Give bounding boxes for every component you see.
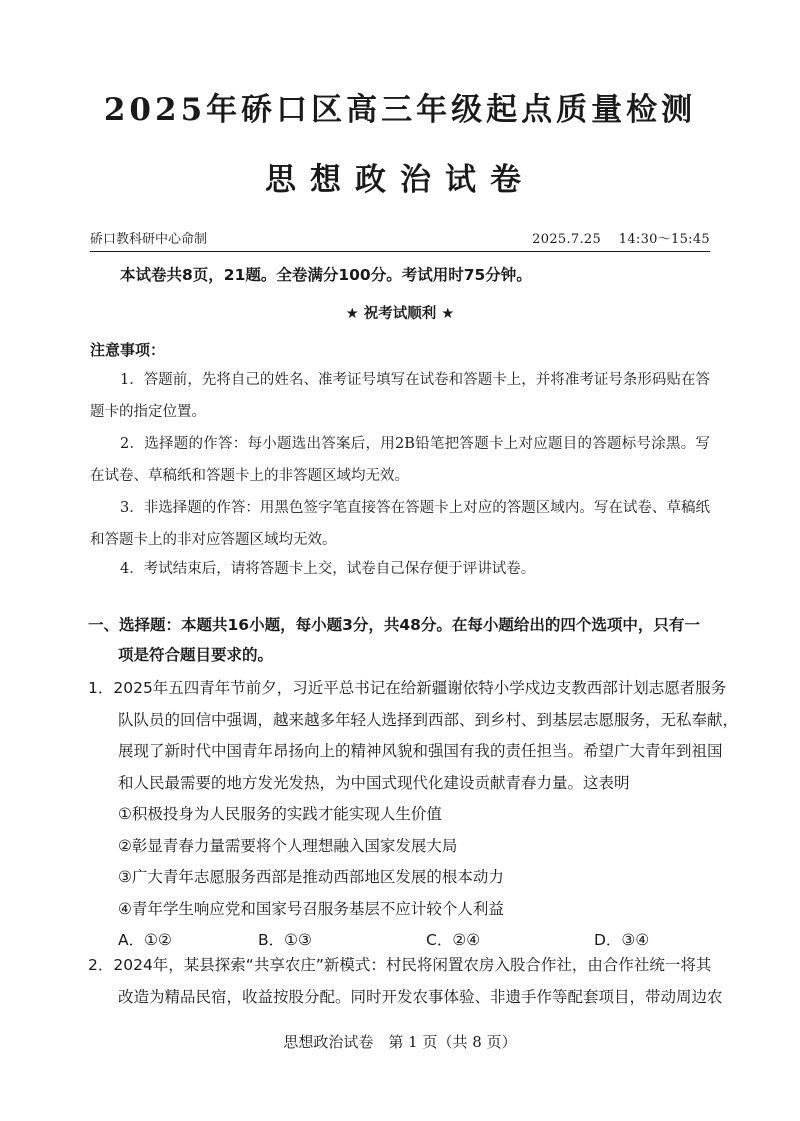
exam-subtitle: 思想政治试卷	[265, 162, 535, 198]
question-text-line: 展现了新时代中国青年昂扬向上的精神风貌和强国有我的责任担当。希望广大青年到祖国	[118, 742, 723, 760]
good-luck-banner: ★ 祝考试顺利 ★	[345, 306, 455, 322]
statement-item: ③广大青年志愿服务西部是推动西部地区发展的根本动力	[118, 868, 504, 886]
section-heading-line: 项是符合题目要求的。	[118, 646, 274, 664]
choice-a: A．①②	[118, 931, 172, 949]
notes-title: 注意事项：	[90, 341, 166, 359]
note-item: 1．答题前，先将自己的姓名、准考证号填写在试卷和答题卡上，并将准考证号条形码贴在答题卡的指定位置。	[90, 372, 710, 420]
note-item: 2．选择题的作答：每小题选出答案后，用2B铅笔把答题卡上对应题目的答题标号涂黑。写在试卷、草稿纸和答题卡上的非答题区域均无效。	[90, 436, 710, 484]
issuer-label: 硚口教科研中心命制	[90, 232, 208, 247]
question-text-line: 1．2025年五四青年节前夕，习近平总书记在给新疆谢依特小学戍边支教西部计划志愿者服务	[88, 679, 727, 697]
question-text-line: 2．2024年，某县探索“共享农庄”新模式：村民将闲置农房入股合作社，由合作社统一将其	[88, 956, 712, 974]
section-heading	[88, 610, 713, 670]
exam-title: 2025年硚口区高三年级起点质量检测	[103, 92, 697, 128]
question-text-line: 队队员的回信中强调，越来越多年轻人选择到西部、到乡村、到基层志愿服务，无私奉献，	[118, 710, 739, 729]
choice-b: B．①③	[258, 931, 312, 949]
statement-item: ①积极投身为人民服务的实践才能实现人生价值	[118, 805, 442, 823]
exam-date-time: 2025.7.25 14:30～15:45	[532, 232, 710, 247]
question-1	[88, 673, 739, 957]
question-text-line: 改造为精品民宿，收益按股分配。同时开发农事体验、非遗手作等配套项目，带动周边农	[118, 987, 723, 1006]
note-item: 4．考试结束后，请将答题卡上交，试卷自己保存便于评讲试卷。	[120, 561, 536, 577]
statement-item: ④青年学生响应党和国家号召服务基层不应计较个人利益	[118, 899, 504, 918]
statement-item: ②彰显青春力量需要将个人理想融入国家发展大局	[118, 836, 458, 855]
page-footer: 思想政治试卷 第 1 页（共 8 页）	[283, 1033, 517, 1051]
section-heading-line: 一、选择题：本题共16小题，每小题3分，共48分。在每小题给出的四个选项中，只有一	[88, 616, 700, 634]
question-2	[88, 950, 723, 1013]
choice-c: C．②④	[426, 931, 481, 949]
choice-d: D．③④	[594, 931, 650, 949]
meta-row	[90, 229, 710, 252]
exam-info: 本试卷共8页，21题。全卷满分100分。考试用时75分钟。	[120, 266, 532, 284]
note-item: 3．非选择题的作答：用黑色签字笔直接答在答题卡上对应的答题区域内。写在试卷、草稿纸和答题卡上的非对应答题区域均无效。	[90, 500, 710, 548]
question-text-line: 和人民最需要的地方发光发热，为中国式现代化建设贡献青春力量。这表明	[118, 773, 630, 792]
